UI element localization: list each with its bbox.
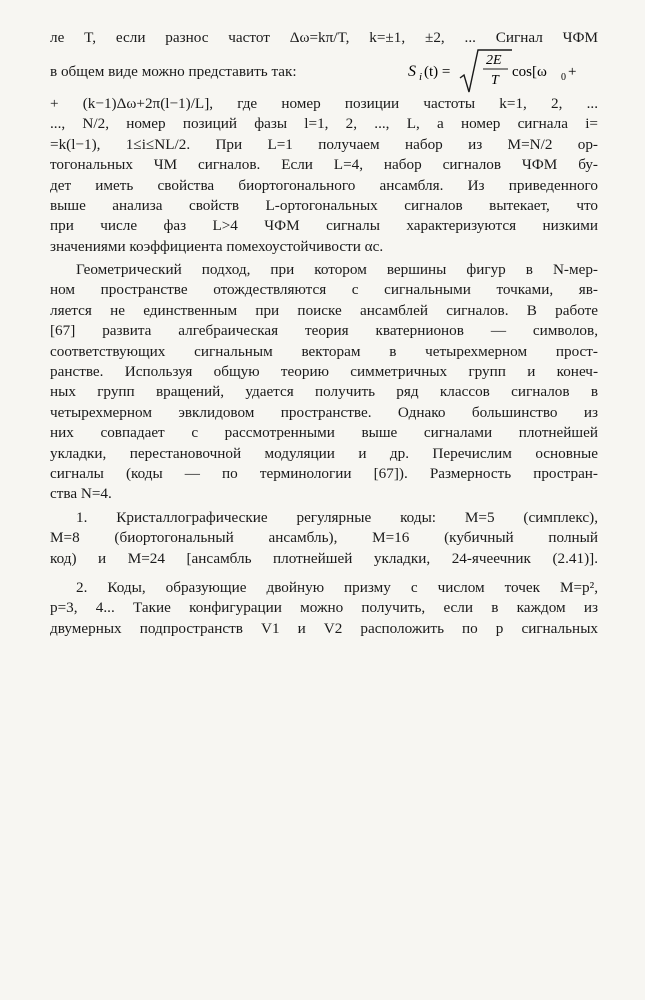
formula-s-sub: i [419, 71, 423, 83]
frac-denominator: T [491, 73, 499, 88]
text-line: 2. Коды, образующие двойную призму с числом точек M=p², [76, 579, 598, 596]
text-line: ном пространстве отождествляются с сигнальными точками, яв- [50, 281, 598, 299]
text-line: M=8 (биортогональный ансамбль), M=16 (кубичный полный [50, 529, 598, 547]
text-line: ..., N/2, номер позиций фазы l=1, 2, ..., L, а номер сигнала i= [50, 115, 598, 133]
text-line: четырехмерном эвклидовом пространстве. Однако большинство из [50, 403, 598, 421]
frac-numerator: 2E [486, 53, 502, 68]
text-line: 1. Кристаллографические регулярные коды: M=5 (симплекс), [76, 509, 598, 526]
formula-intro-text: в общем виде можно представить так: [50, 63, 297, 80]
text-line: укладки, перестановочной модуляции и др. Перечислим основные [50, 444, 598, 462]
signal-formula [408, 48, 598, 94]
paragraph-3 [50, 508, 598, 569]
text-line: =k(l−1), 1≤i≤NL/2. При L=1 получаем набор из M=N/2 ор- [50, 135, 598, 153]
text-line: тогональных ЧМ сигналов. Если L=4, набор сигналов ЧФМ бу- [50, 156, 598, 174]
formula-cos-sub: 0 [561, 72, 566, 83]
formula-plus: + [568, 64, 577, 80]
text-line: код) и M=24 [ансамбль плотнейшей укладки, 24-ячеечник (2.41)]. [50, 549, 598, 567]
text-line: ных групп вращений, удается получить ряд классов сигналов в [50, 383, 598, 401]
text-line: соответствующих сигнальным векторам в четырехмерном прост- [50, 342, 598, 360]
text-line: ле T, если разнос частот Δω=kπ/T, k=±1, ±2, ... Сигнал ЧФМ [50, 29, 598, 46]
text-line: выше анализа свойств L-ортогональных сигналов вытекает, что [50, 197, 598, 215]
text-line: ляется не единственным при поиске ансамблей сигналов. В работе [50, 301, 598, 319]
formula-s: S [408, 63, 416, 80]
paragraph-4 [50, 578, 598, 639]
text-top [50, 28, 598, 48]
formula-arg: (t) = [424, 64, 451, 80]
formula-line [50, 48, 598, 94]
text-line: [67] развита алгебраическая теория кватернионов — символов, [50, 322, 598, 340]
paragraph-2 [50, 260, 598, 505]
text-line: + (k−1)Δω+2π(l−1)/L], где номер позиции частоты k=1, 2, ... [50, 95, 598, 112]
text-line: при числе фаз L>4 ЧФМ сигналы характеризуются низкими [50, 217, 598, 235]
formula-cos: cos[ω [512, 64, 547, 80]
text-line: них совпадает с рассмотренными выше сигналами плотнейшей [50, 424, 598, 442]
text-line: ства N=4. [50, 485, 112, 503]
text-line: Геометрический подход, при котором вершины фигур в N-мер- [76, 261, 598, 278]
text-line: сигналы (коды — по терминологии [67]). Размерность простран- [50, 465, 598, 483]
text-line: значениями коэффициента помехоустойчивости αc. [50, 237, 384, 255]
text-line: дет иметь свойства биортогонального ансамбля. Из приведенного [50, 176, 598, 194]
text-line: ранстве. Используя общую теорию симметричных групп и конеч- [50, 363, 598, 381]
paragraph-1 [50, 94, 598, 257]
text-line: двумерных подпространств V1 и V2 расположить по p сигнальных [50, 619, 598, 637]
text-line: p=3, 4... Такие конфигурации можно получить, если в каждом из [50, 599, 598, 617]
